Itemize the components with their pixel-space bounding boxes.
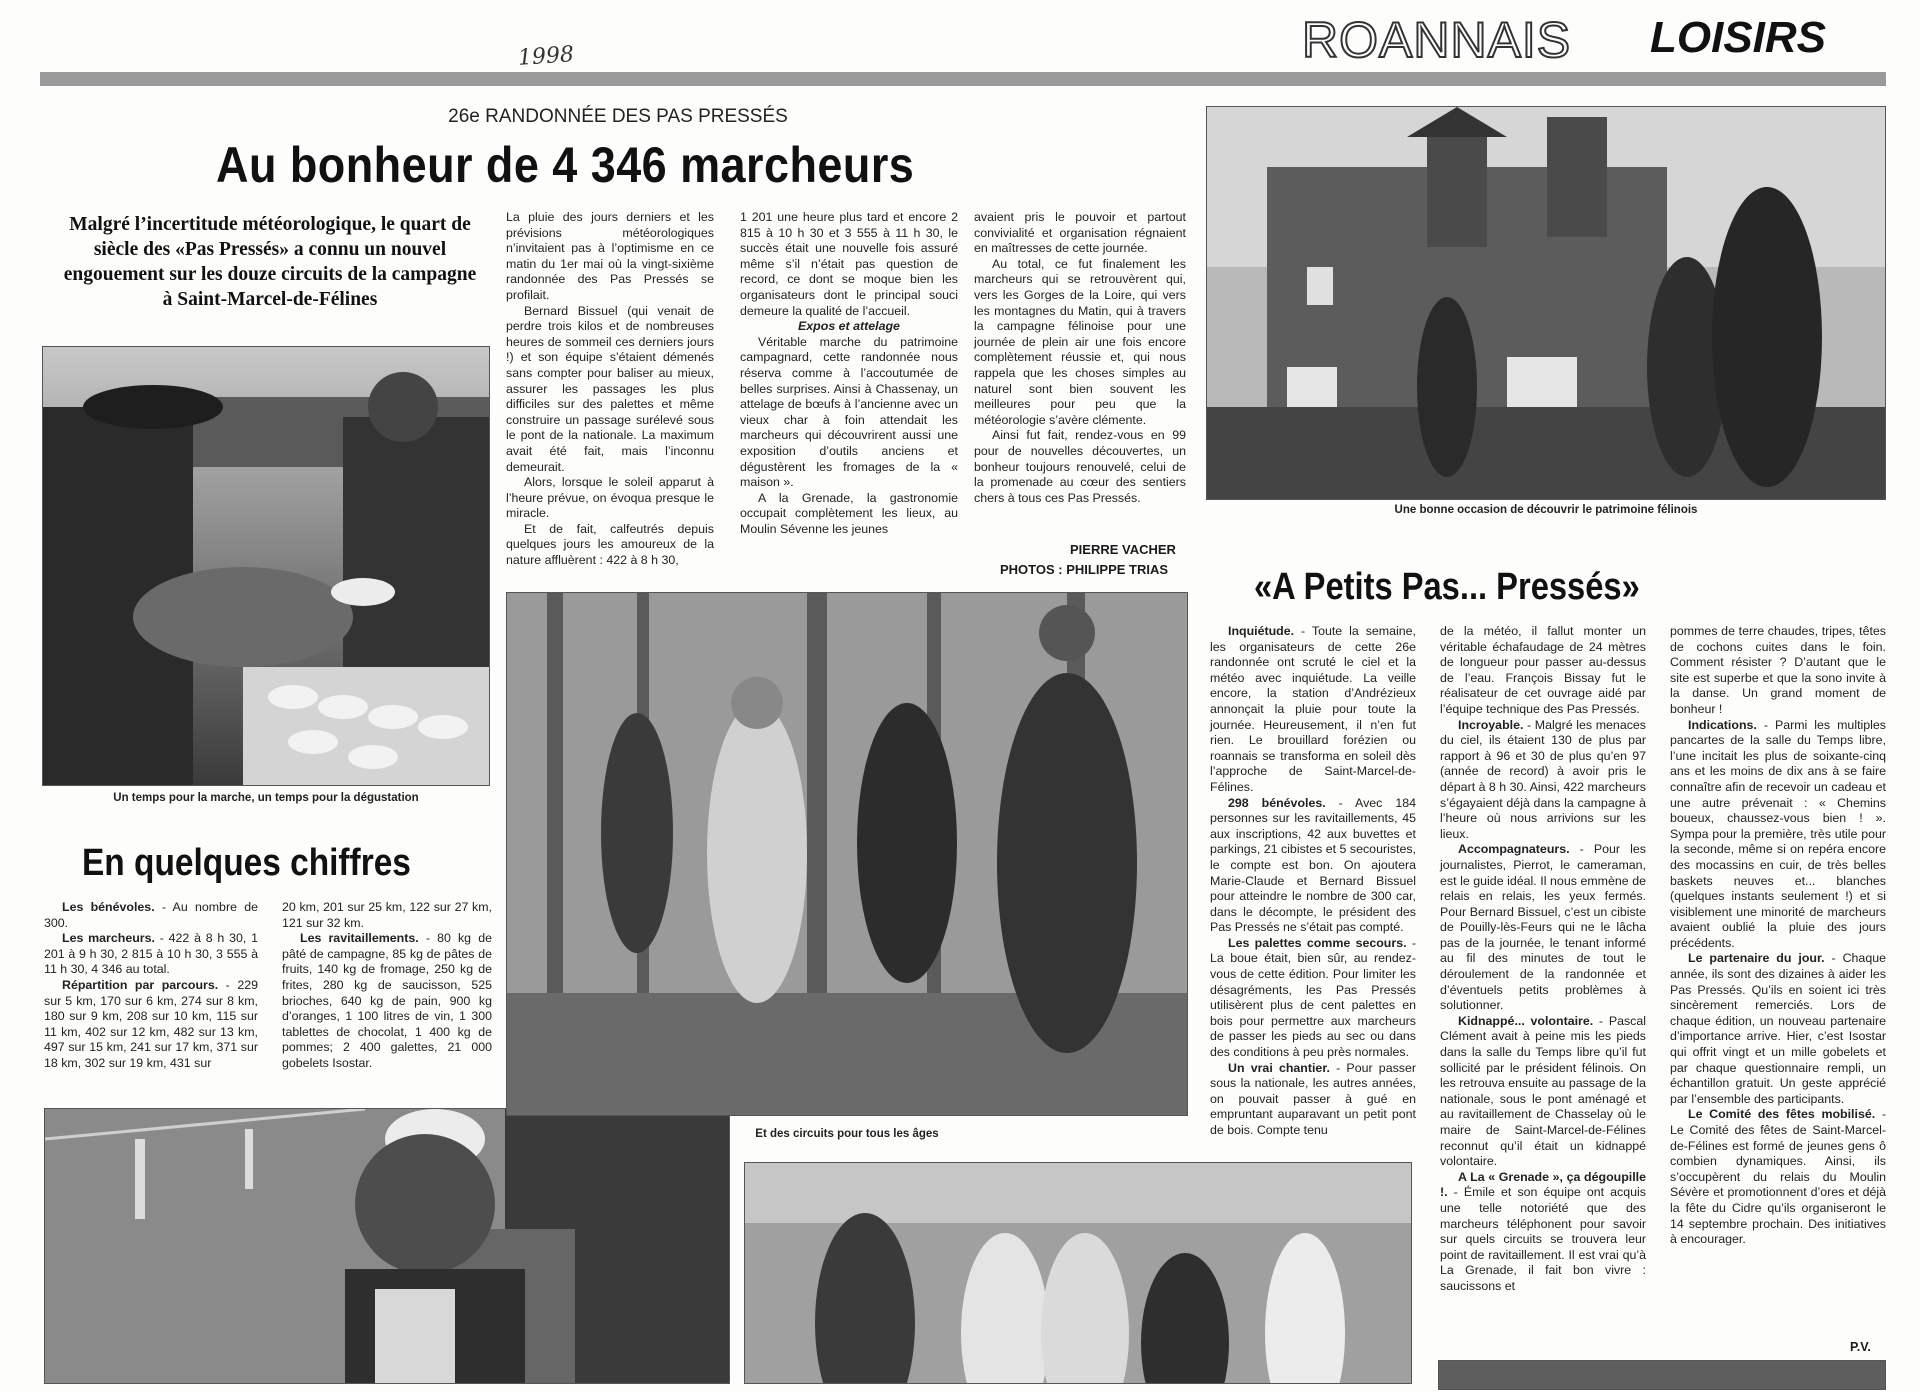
entry <box>44 931 258 978</box>
entry-text: - Toute la semaine, les organisateurs de cette 26e randonnée ont scruté le ciel et la météo avec inquiétude. La veille encore, la station d’Andrézieux annonçait la pluie pour toute la journée. Heureusement, il n’en fut rien. Le brouillard forézien ou roannais se transforma en soleil dès l’approche de Saint-Marcel-de-Félines. <box>1210 624 1416 794</box>
entry-label: Le partenaire du jour. <box>1688 951 1825 966</box>
entry-label: Le Comité des fêtes mobilisé. <box>1688 1107 1876 1122</box>
entry-text: - 80 kg de pâté de campagne, 85 kg de pâtes de fruits, 140 kg de fromage, 250 kg de frites, 280 kg de saucisson, 525 brioches, 640 kg de pain, 900 kg d’oranges, 1 100 litres de vin, 1 300 tablettes de chocolat, 1 400 kg de pommes; 2 400 galettes, 21 000 gobelets Isostar. <box>282 931 492 1070</box>
subhead-expos: Expos et attelage <box>798 319 900 334</box>
entry-label: Kidnappé... volontaire. <box>1458 1013 1594 1028</box>
figures-column-2 <box>282 900 492 1072</box>
entry-label: 298 bénévoles. <box>1228 795 1326 810</box>
entry <box>1210 936 1416 1061</box>
caption-tasting: Un temps pour la marche, un temps pour la dégustation <box>113 792 419 804</box>
entry-label: Un vrai chantier. <box>1228 1060 1330 1075</box>
entry <box>1670 718 1886 952</box>
entry-text: - Au nombre de 300. <box>44 900 258 930</box>
entry-text: - 422 à 8 h 30, 1 201 à 9 h 30, 2 815 à 10 h 30, 3 555 à 11 h 30, 4 346 au total. <box>44 931 258 977</box>
article-body-column-2 <box>740 210 958 537</box>
entry-text: - Parmi les multiples pancartes de la salle du Temps libre, l’une incitait les plus de soixante-cinq ans et les moins de dix ans à se faire connaître afin de recevoir un cadeau et une autre prévenait : « Chemins boueux, chaussez-vous bien ! ». Sympa pour la première, très utile pour la seconde, même si on repéra encore des mocassins en cuir, de très belles baskets neuves et... blanches (quelques instants seulement !) et si visiblement une minorité de marcheurs avaient oublié la pluie des jours précédents. <box>1670 717 1886 950</box>
article-headline: Au bonheur de 4 346 marcheurs <box>216 137 915 193</box>
entry <box>1440 624 1646 718</box>
photo-credit: PHOTOS : PHILIPPE TRIAS <box>1000 562 1169 577</box>
caption-forest: Et des circuits pour tous les âges <box>755 1128 939 1140</box>
entry <box>44 900 258 931</box>
entry-label: Les marcheurs. <box>62 931 155 946</box>
sidebar-column-2 <box>1440 624 1646 1295</box>
entry-text: - 229 sur 5 km, 170 sur 6 km, 274 sur 8 km, 180 sur 9 km, 208 sur 10 km, 115 sur 11 km, 402 sur 12 km, 482 sur 13 km, 497 sur 15 km, 241 sur 17 km, 371 sur 18 km, 302 sur 19 km, 431 sur <box>44 977 258 1070</box>
sidebar-signature: P.V. <box>1850 1340 1871 1354</box>
figures-column-1 <box>44 900 258 1072</box>
entry-text: - Avec 184 personnes sur les ravitaillements, 45 aux inscriptions, 42 aux buvettes et parkings, 21 cibistes et 5 secouristes, le compte est bon. On ajoutera Marie-Claude et Bernard Bissuel pour atteindre le nombre de 300 car, dans le décompte, le président des Pas Pressés ne s’était pas compté. <box>1210 795 1416 935</box>
entry <box>1670 1107 1886 1247</box>
entry-label: Accompagnateurs. <box>1458 842 1570 857</box>
photo-tasting <box>42 346 490 786</box>
entry-text: - Le Comité des fêtes de Saint-Marcel-de-Félines est formé de jeunes gens ô combien dynamiques. Ainsi, ils s’occupèrent du relais du Moulin Sévère et promotionnent d’ores et déjà la fête du Cidre qu’ils organiseront le 14 septembre prochain. Des initiatives à encourager. <box>1670 1107 1886 1247</box>
section-name-roannais: ROANNAIS <box>1302 12 1572 68</box>
article-standfirst: Malgré l’incertitude météorologique, le quart de siècle des «Pas Pressés» a connu un nouvel engouement sur les douze circuits de la campagne à Saint-Marcel-de-Félines <box>63 214 477 310</box>
entry <box>1670 951 1886 1107</box>
entry-text: - La boue était, bien sûr, au rendez-vous de cette édition. Pour limiter les désagréments, les Pas Pressés utilisèrent plus de cent palettes en bois pour permettre aux marcheurs de passer les pieds au sec ou dans des conditions à peu près normales. <box>1210 935 1416 1060</box>
entry-label: Indications. <box>1688 717 1757 732</box>
entry <box>44 978 258 1072</box>
entry-text: 20 km, 201 sur 25 km, 122 sur 27 km, 121 sur 32 km. <box>282 900 492 930</box>
entry-label: Les ravitaillements. <box>300 931 419 946</box>
group-photo-image <box>745 1163 1412 1384</box>
entry-label: Répartition par parcours. <box>62 977 219 992</box>
paragraph: La pluie des jours derniers et les prévisions météorologiques n’invitaient pas à l’optimisme en ce matin du 1er mai où la vingt-sixième randonnée des Pas Pressés se profilait. <box>506 210 714 302</box>
entry-text: - Émile et son équipe ont acquis une telle notoriété que des marcheurs téléphonent pour savoir sur quels circuits se trouvera leur point de ravitaillement. Il est vrai qu’à La Grenade, il fait bon vivre : saucissons et <box>1440 1185 1646 1293</box>
entry <box>1670 624 1886 718</box>
entry-text: pommes de terre chaudes, tripes, têtes de cochons cuites dans le foin. Comment résister ? D’autant que le site est superbe et que la sono invite à la danse. Un grand moment de bonheur ! <box>1670 624 1886 716</box>
caption-castle: Une bonne occasion de découvrir le patrimoine félinois <box>1394 504 1698 516</box>
entry <box>1440 1014 1646 1170</box>
entry-text: - Pascal Clément avait à peine mis les pieds dans la salle du Temps libre qu’il fut sollicité par le président félinois. On les retrouva ensuite au passage de la nationale, sous le pont aménagé et au ravitaillement de Chasselay où le maire de Saint-Marcel-de-Félines reconnut qu’il était un kidnappé volontaire. <box>1440 1013 1647 1169</box>
photo-cook <box>44 1108 730 1384</box>
figures-title: En quelques chiffres <box>82 842 411 884</box>
entry <box>1210 796 1416 936</box>
paragraph: Véritable marche du patrimoine campagnard, cette randonnée nous réserva comme à l’accoutumée de belles surprises. Ainsi à Chassenay, un attelage de bœufs à l’ancienne avec un vieux char à foin attendait les marcheurs qui découvrirent aussi une exposition d’outils anciens et dégustèrent les fromages de la « maison ». <box>740 334 958 490</box>
photo-group-walkers <box>744 1162 1412 1384</box>
photo-bottom-right <box>1438 1360 1886 1390</box>
entry-label: Incroyable. <box>1458 717 1524 732</box>
entry <box>1440 1170 1646 1295</box>
entry <box>1440 718 1646 843</box>
paragraph: Bernard Bissuel (qui venait de perdre trois kilos et de nombreuses heures de sommeil ces derniers jours !) et son équipe s’étaient démenés sans compter pour baliser au mieux, assurer les passages les plus difficiles sur des palettes et même construire un passage surélevé sous le pont de la nationale. La maximum avait été fait, mais l’inconnu demeurait. <box>506 303 714 474</box>
paragraph: Et de fait, calfeutrés depuis quelques jours les amoureux de la nature affluèrent : 422 à 8 h 30, <box>506 521 714 568</box>
byline: PIERRE VACHER <box>1070 542 1176 557</box>
sidebar-column-3 <box>1670 624 1886 1248</box>
entry <box>282 900 492 931</box>
entry <box>282 931 492 1071</box>
forest-photo-image <box>507 593 1188 1116</box>
photo-castle <box>1206 106 1886 500</box>
paragraph: A la Grenade, la gastronomie occupait complètement les lieux, au Moulin Sévenne les jeunes <box>740 490 958 536</box>
article-body-column-1 <box>506 210 714 569</box>
section-name-loisirs: LOISIRS <box>1650 13 1827 62</box>
entry-label: Les bénévoles. <box>62 900 155 914</box>
sidebar-title: «A Petits Pas... Pressés» <box>1254 566 1640 608</box>
entry <box>1210 624 1416 796</box>
handwritten-year: 1998 <box>517 42 575 71</box>
paragraph: Ainsi fut fait, rendez-vous en 99 pour de nouvelles découvertes, un bonheur toujours renouvelé, celui de la promenade au cœur des sentiers chers à tous ces Pas Pressés. <box>974 428 1186 505</box>
paragraph: 1 201 une heure plus tard et encore 2 815 à 10 h 30 et 3 555 à 11 h 30, le succès était une nouvelle fois assuré même s’il n’était pas question de record, ce dont se moque bien les organisateurs dont le principal souci demeure la qualité de l’accueil. <box>740 210 958 318</box>
entry-text: de la météo, il fallut monter un véritable échafaudage de 24 mètres de longueur pour passer au-dessus de l’eau. François Bissay fut le réalisateur de cet ouvrage aidé par l’équipe technique des Pas Pressés. <box>1440 624 1646 716</box>
entry-label: Les palettes comme secours. <box>1228 935 1407 950</box>
tasting-photo-image <box>43 347 490 786</box>
sidebar-column-1 <box>1210 624 1416 1139</box>
article-body-column-3 <box>974 210 1186 506</box>
article-kicker: 26e RANDONNÉE DES PAS PRESSÉS <box>448 106 788 127</box>
entry-text: - Malgré les menaces du ciel, ils étaient 130 de plus par rapport à 96 et 30 de plus qu’en 97 (année de record) à avoir pris le départ à 8 h 30. Ainsi, 422 marcheurs s’égayaient déjà dans la campagne à l’heure où nous arrivions sur les lieux. <box>1440 717 1646 841</box>
header-rule <box>40 72 1886 86</box>
entry-text: - Pour les journalistes, Pierrot, le cameraman, est le guide idéal. Il nous emmène de relais en relais, les yeux fermés. Pour Bernard Bissuel, c’est un cibiste de Pouilly-lès-Feurs qui ne le lâcha pas de la journée, le tenant informé au fil des minutes de tout le déroulement de la randonnée et d’éventuels petits problèmes à solutionner. <box>1440 842 1646 1013</box>
entry-text: - Chaque année, ils sont des dizaines à aider les Pas Pressés. Qu’ils en soient ici très sincèrement remerciés. Lors de chaque édition, un nouveau partenaire d’importance arrive. Hier, c’est Isostar qui offrit vingt et un mille gobelets et par chaque questionnaire rempli, un échantillon gratuit. Un geste apprécié par l’ensemble des participants. <box>1670 951 1886 1106</box>
cook-photo-image <box>45 1109 730 1384</box>
castle-photo-image <box>1207 107 1886 500</box>
bottom-right-photo-image <box>1439 1361 1886 1390</box>
paragraph: avaient pris le pouvoir et partout convivialité et organisation régnaient en maîtresses de cette journée. <box>974 210 1186 256</box>
entry <box>1440 842 1646 1014</box>
entry-text: - Pour passer sous la nationale, les autres années, on pouvait passer à gué en empruntant auparavant un petit pont de bois. Compte tenu <box>1210 1060 1416 1137</box>
photo-forest-walkers <box>506 592 1188 1116</box>
paragraph: Au total, ce fut finalement les marcheurs qui se retrouvèrent qui, vers les Gorges de la Loire, qui vers les montagnes du Matin, qui à travers la campagne félinoise pour une journée de plein air une fois encore complètement réussie et, qui nous rappela que les choses simples au naturel sont bien souvent les meilleures pour peu que la météorologie s’avère clémente. <box>974 256 1186 427</box>
entry-label: A La « Grenade », ça dégoupille !. <box>1440 1169 1646 1200</box>
paragraph: Alors, lorsque le soleil apparut à l’heure prévue, on évoqua presque le miracle. <box>506 475 714 521</box>
entry <box>1210 1061 1416 1139</box>
entry-label: Inquiétude. <box>1228 624 1295 638</box>
